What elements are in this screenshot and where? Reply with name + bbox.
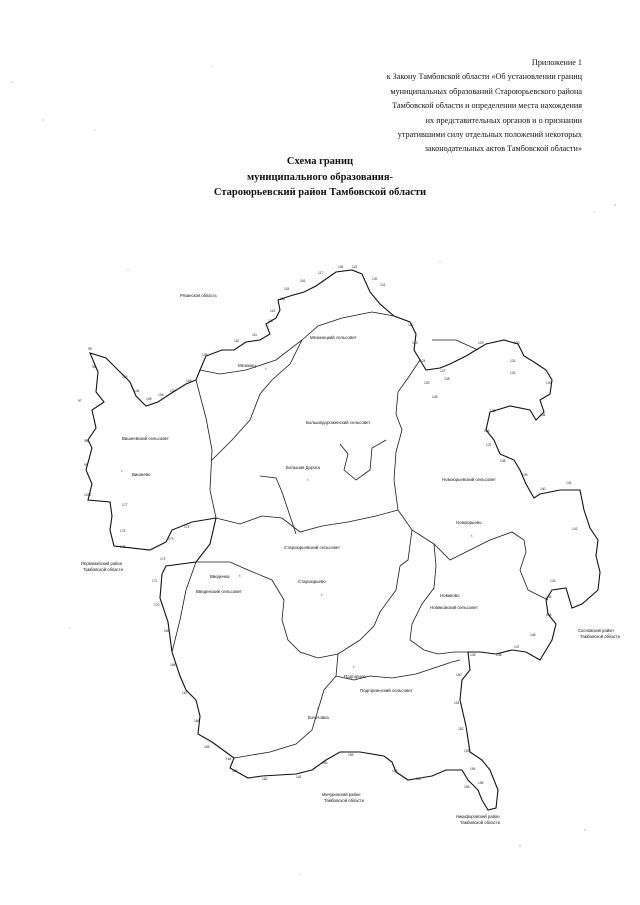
neighbor-nikiforovsky-label: Никифоровский район (456, 814, 500, 819)
settlement-center-icon: ♁ (470, 533, 474, 538)
svg-text:96: 96 (92, 365, 96, 369)
svg-text:98: 98 (84, 439, 88, 443)
svg-text:156: 156 (464, 785, 470, 789)
svg-text:135: 135 (490, 409, 496, 413)
neighbor-nikiforovsky-label: Тамбовской области (460, 820, 500, 825)
council-novikovsky-label: Новиковский сельсовет (430, 605, 478, 610)
svg-text:162: 162 (262, 777, 268, 781)
svg-text:105: 105 (146, 397, 152, 401)
scan-noise (11, 66, 615, 875)
settlement-center-icon: ♁ (264, 366, 268, 371)
svg-text:112: 112 (268, 319, 274, 323)
svg-text:163: 163 (232, 769, 238, 773)
svg-text:148: 148 (496, 653, 502, 657)
svg-text:168: 168 (170, 663, 176, 667)
council-staroyuryevsky-label: Староюрьевский сельсовет (284, 545, 341, 550)
svg-text:150: 150 (456, 673, 462, 677)
annex-header-line: к Закону Тамбовской области «Об установлении границ (386, 72, 582, 82)
annex-header-line: муниципальных образований Староюрьевского района (390, 86, 582, 96)
neighbor-ryazan-label: Рязанская область (180, 293, 217, 298)
svg-text:161: 161 (296, 775, 302, 779)
svg-text:122: 122 (408, 323, 414, 327)
map-title-line: Староюрьевский район Тамбовской области (213, 187, 427, 198)
annex-header-line: утратившими силу отдельных положений некоторых (397, 130, 582, 140)
settlement-center-icon: ♁ (352, 664, 356, 669)
svg-text:175: 175 (120, 529, 126, 533)
svg-text:166: 166 (194, 719, 200, 723)
svg-text:140: 140 (540, 487, 546, 491)
svg-text:104: 104 (134, 389, 140, 393)
svg-text:146: 146 (530, 633, 536, 637)
svg-text:103: 103 (122, 375, 128, 379)
svg-text:134: 134 (540, 413, 546, 417)
svg-text:167: 167 (182, 691, 188, 695)
svg-text:151: 151 (454, 701, 460, 705)
neighbor-pervomaisky-label: Первомайский район (81, 561, 123, 566)
svg-text:169: 169 (164, 629, 170, 633)
svg-text:138: 138 (500, 459, 506, 463)
svg-text:126: 126 (432, 395, 438, 399)
svg-text:143: 143 (550, 579, 556, 583)
svg-text:125: 125 (424, 381, 430, 385)
svg-text:95: 95 (88, 347, 92, 351)
svg-text:164: 164 (226, 757, 232, 761)
annex-header-line: Приложение 1 (531, 58, 582, 67)
neighbor-sosnovsky-label: Сосновский район (578, 628, 614, 633)
svg-text:118: 118 (338, 265, 344, 269)
village-staroyuryevo-label: Староюрьево (298, 579, 326, 584)
svg-text:106: 106 (158, 393, 164, 397)
svg-text:152: 152 (458, 727, 464, 731)
village-vvedenka-label: Введенка (210, 574, 230, 579)
council-bolshedoroginsky-label: Большедороженский сельсовет (306, 420, 371, 425)
svg-text:144: 144 (546, 595, 552, 599)
svg-text:111: 111 (252, 333, 258, 337)
svg-text:127: 127 (440, 369, 446, 373)
svg-text:133: 133 (546, 381, 552, 385)
svg-text:136: 136 (484, 429, 490, 433)
svg-text:130: 130 (514, 341, 520, 345)
svg-text:120: 120 (372, 277, 378, 281)
svg-text:139: 139 (522, 473, 528, 477)
svg-text:97: 97 (78, 399, 82, 403)
annex-header-line: Тамбовской области и определении места нахождения (392, 101, 582, 111)
svg-text:158: 158 (392, 769, 398, 773)
village-bolshaya-doroga-label: Большая Дорога (286, 465, 320, 470)
svg-text:174: 174 (184, 525, 190, 529)
map-title-line: Схема границ (286, 156, 354, 167)
svg-text:159: 159 (348, 753, 354, 757)
svg-text:176: 176 (120, 545, 126, 549)
svg-text:171: 171 (152, 579, 158, 583)
svg-text:99: 99 (84, 463, 88, 467)
map-title-line: муниципального образования- (246, 171, 394, 183)
svg-text:131: 131 (510, 359, 516, 363)
svg-text:145: 145 (546, 613, 552, 617)
svg-text:155: 155 (478, 781, 484, 785)
svg-text:153: 153 (464, 749, 470, 753)
settlement-center-icon: ♁ (320, 592, 324, 597)
svg-text:109: 109 (202, 353, 208, 357)
svg-text:121: 121 (380, 283, 386, 287)
svg-text:170: 170 (154, 603, 160, 607)
settlement-center-icon: ♁ (432, 586, 436, 591)
settlement-center-icon: ♁ (316, 706, 320, 711)
svg-text:1072: 1072 (84, 493, 92, 497)
svg-text:160: 160 (322, 761, 328, 765)
svg-text:177: 177 (122, 503, 128, 507)
svg-text:165: 165 (204, 745, 210, 749)
council-vvedensky-label: Введенский сельсовет (196, 589, 242, 594)
settlement-center-icon: ♁ (238, 573, 242, 578)
svg-text:113: 113 (270, 309, 276, 313)
svg-text:147: 147 (514, 645, 520, 649)
village-kochetovka-label: Кочетовка (308, 715, 329, 720)
neighbor-sosnovsky-label: Тамбовской области (580, 634, 620, 639)
village-podgornoe-label: Подгорное (344, 674, 366, 679)
annex-header-line: их представительных органов и о признании (425, 115, 582, 125)
council-podgornensky-label: Подгорненский сельсовет (360, 688, 413, 693)
svg-text:129: 129 (478, 341, 484, 345)
settlement-center-icon: ♁ (306, 477, 310, 482)
village-novoyuryevo-label: Новоюрьево (456, 520, 482, 525)
svg-text:132: 132 (510, 371, 516, 375)
svg-text:142: 142 (572, 527, 578, 531)
svg-text:124: 124 (420, 359, 426, 363)
settlement-center-icon: ♁ (120, 468, 124, 473)
svg-text:157: 157 (416, 777, 422, 781)
svg-text:137: 137 (486, 443, 492, 447)
village-mezinets-label: Мезинец (238, 363, 256, 368)
council-mezinets-label: Мезинецкий сельсовет (310, 335, 357, 340)
svg-text:172: 172 (160, 557, 166, 561)
svg-text:107: 107 (170, 389, 176, 393)
svg-text:117: 117 (318, 271, 324, 275)
svg-text:141: 141 (566, 481, 572, 485)
svg-text:114: 114 (280, 297, 286, 301)
district-outer-boundary (86, 270, 600, 810)
village-novikovo-label: Новиково (440, 593, 460, 598)
svg-text:149: 149 (470, 653, 476, 657)
svg-text:115: 115 (284, 287, 290, 291)
neighbor-michurinsky-label: Тамбовской области (324, 798, 364, 803)
council-novoyuryevsky-label: Новоюрьевский сельсовет (442, 477, 496, 482)
svg-text:173: 173 (168, 537, 174, 541)
svg-text:119: 119 (352, 265, 358, 269)
svg-text:123: 123 (412, 341, 418, 345)
svg-text:128: 128 (444, 377, 450, 381)
neighbor-michurinsky-label: Мичуринский район (322, 792, 361, 797)
svg-text:154: 154 (470, 767, 476, 771)
svg-text:110: 110 (234, 339, 240, 343)
svg-text:116: 116 (300, 279, 306, 283)
svg-text:108: 108 (186, 379, 192, 383)
council-vishnevsky-label: Вишневский сельсовет (122, 436, 169, 441)
annex-header-line: законодательных актов Тамбовской области» (424, 144, 582, 154)
village-vishnevoe-label: Вишнево (132, 472, 151, 477)
neighbor-pervomaisky-label: Тамбовской области (83, 567, 123, 572)
boundary-point-numbers (78, 265, 578, 789)
